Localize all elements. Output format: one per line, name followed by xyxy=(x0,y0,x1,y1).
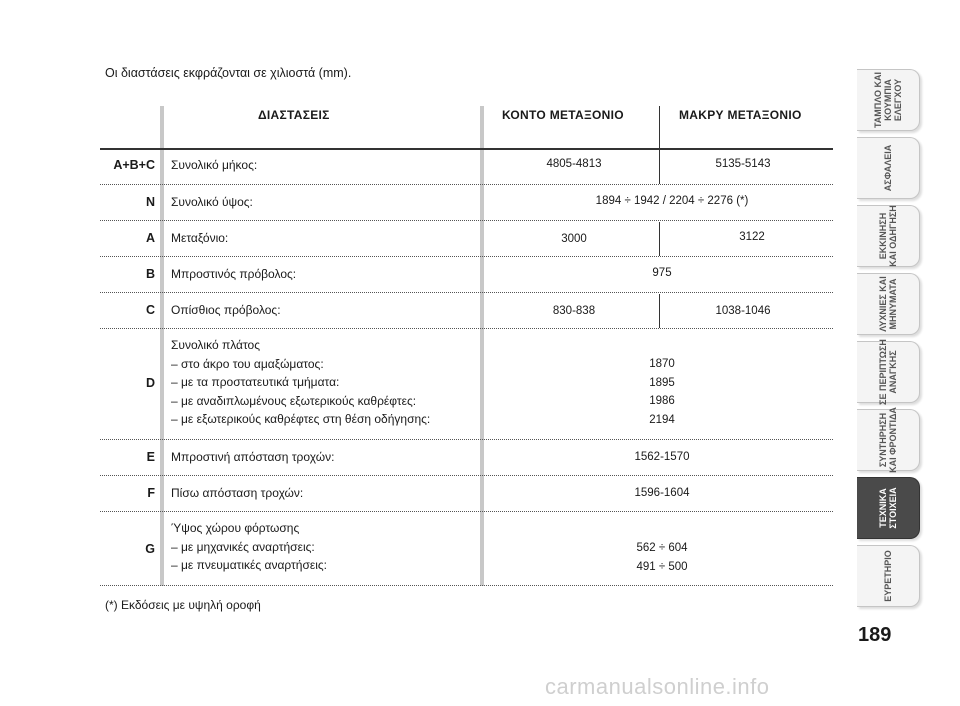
value-stack xyxy=(572,539,752,576)
value-both: 491 ÷ 500 xyxy=(636,560,688,573)
tab-emergency[interactable]: ΣΕ ΠΕΡΙΠΤΩΣΗ ΑΝΑΓΚΗΣ xyxy=(857,341,920,403)
value-both: 1894 ÷ 1942 / 2204 ÷ 2276 (*) xyxy=(595,195,749,207)
watermark: carmanualsonline.info xyxy=(545,674,770,699)
row-label xyxy=(171,519,327,575)
tab-dashboard-controls[interactable]: ΤΑΜΠΛΟ ΚΑΙ ΚΟΥΜΠΙΑ ΕΛΕΓΧΟΥ xyxy=(857,69,920,131)
row-sublabel: – με μηχανικές αναρτήσεις: xyxy=(171,539,315,554)
row-code: F xyxy=(147,486,155,500)
row-rule xyxy=(100,585,833,586)
row-rule xyxy=(100,511,833,512)
row-code: G xyxy=(145,542,155,556)
row-label xyxy=(171,336,430,429)
row-code: A xyxy=(145,231,155,245)
value-both: 2194 xyxy=(649,413,675,426)
tab-starting-driving[interactable]: ΕΚΚΙΝΗΣΗ ΚΑΙ ΟΔΗΓΗΣΗ xyxy=(857,205,920,267)
row-rule xyxy=(100,184,833,185)
header-short-wheelbase: ΚΟΝΤΟ ΜΕΤΑΞΟΝΙΟ xyxy=(502,108,624,122)
row-label-main: Συνολικό πλάτος xyxy=(171,338,261,352)
value-divider xyxy=(659,150,660,184)
value-short: 3000 xyxy=(561,233,587,245)
row-label: Συνολικό μήκος: xyxy=(171,158,258,172)
row-label: Μπροστινός πρόβολος: xyxy=(171,267,297,281)
value-short: 830-838 xyxy=(552,305,596,317)
header-long-wheelbase: ΜΑΚΡΥ ΜΕΤΑΞΟΝΙΟ xyxy=(679,108,802,122)
value-both: 1895 xyxy=(649,376,675,389)
value-long: 1038-1046 xyxy=(715,305,771,317)
row-label: Μεταξόνιο: xyxy=(171,231,229,245)
value-short: 4805-4813 xyxy=(546,158,602,170)
row-rule xyxy=(100,256,833,257)
tab-maintenance[interactable]: ΣΥΝΤΗΡΗΣΗ ΚΑΙ ΦΡΟΝΤΙΔΑ xyxy=(857,409,920,471)
header-rule xyxy=(100,148,833,150)
header-dimensions: ΔΙΑΣΤΑΣΕΙΣ xyxy=(258,108,330,122)
value-both: 1986 xyxy=(649,395,675,407)
row-code: D xyxy=(145,376,155,390)
row-code: B xyxy=(145,267,155,281)
value-divider xyxy=(659,294,660,328)
row-rule xyxy=(100,220,833,221)
column-bar-right xyxy=(480,106,484,586)
row-label: Μπροστινή απόσταση τροχών: xyxy=(171,450,335,464)
tab-index[interactable]: ΕΥΡΕΤΗΡΙΟ xyxy=(857,545,920,607)
tab-warning-lights[interactable]: ΛΥΧΝΙΕΣ ΚΑΙ ΜΗΝΥΜΑΤΑ xyxy=(857,273,920,335)
value-divider xyxy=(659,222,660,256)
value-stack xyxy=(572,355,752,429)
row-code: E xyxy=(146,450,155,464)
row-sublabel: – με εξωτερικούς καθρέφτες στη θέση οδήγησης: xyxy=(171,412,431,426)
tab-safety[interactable]: ΑΣΦΑΛΕΙΑ xyxy=(857,137,920,199)
row-code: A+B+C xyxy=(113,158,155,172)
row-rule xyxy=(100,475,833,476)
value-both: 1562-1570 xyxy=(634,451,690,463)
value-long: 3122 xyxy=(739,231,765,243)
footnote: (*) Εκδόσεις με υψηλή οροφή xyxy=(105,598,261,612)
row-code: C xyxy=(145,303,155,317)
row-rule xyxy=(100,328,833,329)
row-label: Πίσω απόσταση τροχών: xyxy=(171,486,304,500)
value-both: 562 ÷ 604 xyxy=(636,542,688,554)
header-divider xyxy=(659,106,660,148)
intro-text: Οι διαστάσεις εκφράζονται σε χιλιοστά (mm). xyxy=(105,66,352,80)
row-sublabel: – στο άκρο του αμαξώματος: xyxy=(171,356,324,371)
row-code: N xyxy=(145,195,155,209)
row-label: Συνολικό ύψος: xyxy=(171,195,253,209)
row-sublabel: – με τα προστατευτικά τμήματα: xyxy=(171,375,340,389)
row-rule xyxy=(100,439,833,440)
value-both: 975 xyxy=(652,267,672,279)
row-sublabel: – με αναδιπλωμένους εξωτερικούς καθρέφτες: xyxy=(171,393,417,408)
value-long: 5135-5143 xyxy=(715,158,771,170)
value-both: 1870 xyxy=(649,358,675,370)
row-rule xyxy=(100,292,833,293)
column-bar-left xyxy=(160,106,164,586)
value-both: 1596-1604 xyxy=(634,487,690,499)
row-sublabel: – με πνευματικές αναρτήσεις: xyxy=(171,558,328,572)
tab-technical-data[interactable]: ΤΕΧΝΙΚΑ ΣΤΟΙΧΕΙΑ xyxy=(857,477,920,539)
page-number: 189 xyxy=(858,624,892,646)
row-label-main: Ύψος χώρου φόρτωσης xyxy=(171,521,300,535)
row-label: Οπίσθιος πρόβολος: xyxy=(171,303,281,317)
